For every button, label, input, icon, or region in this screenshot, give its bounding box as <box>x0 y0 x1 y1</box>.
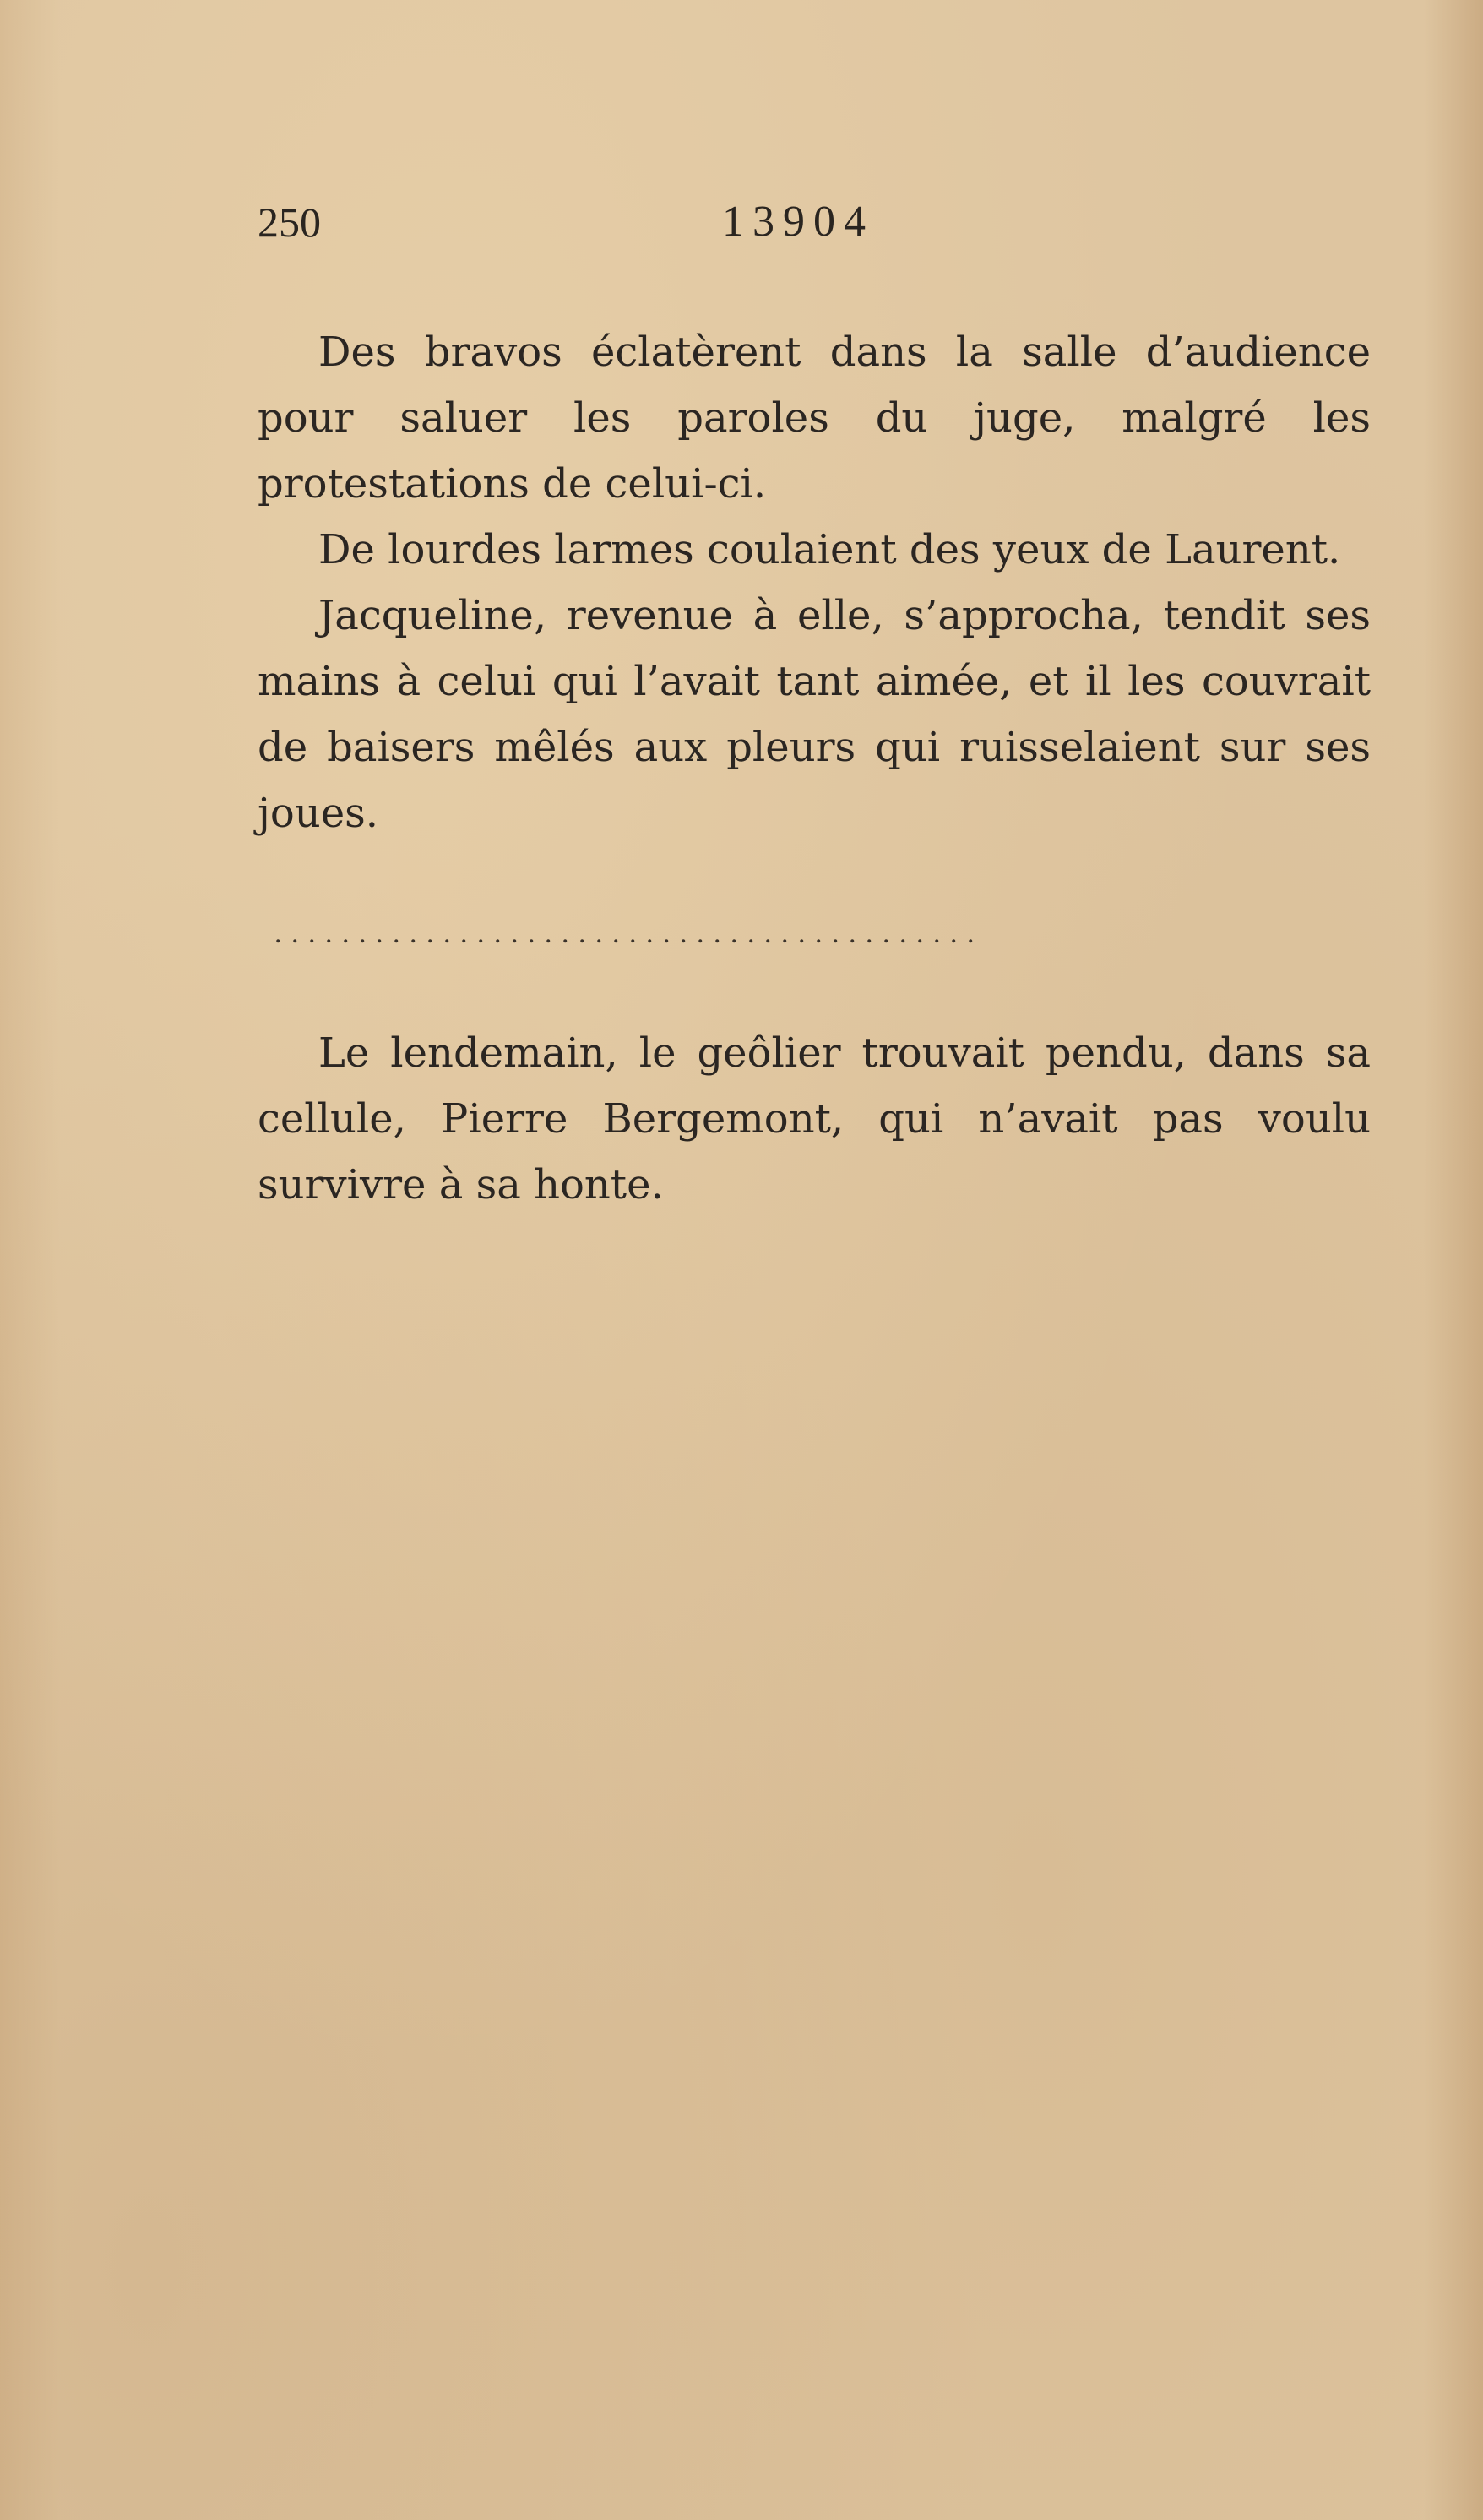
closing-text-block <box>258 1020 1371 1218</box>
paragraph-lendemain: Le lendemain, le geôlier trouvait pendu, dans sa cellule, Pierre Bergemont, qui n’avait pas voulu survivre à sa honte. <box>258 1029 1371 1208</box>
page-number: 250 <box>258 198 321 246</box>
page-header <box>258 193 1372 252</box>
paragraph-larmes: De lourdes larmes coulaient des yeux de Laurent. <box>318 526 1341 573</box>
paragraph-jacqueline: Jacqueline, revenue à elle, s’approcha, tendit ses mains à celui qui l’avait tant aimée, et il les couvrait de baisers mêlés aux pleurs qui ruisselaient sur ses joues. <box>258 592 1371 837</box>
running-title: 13904 <box>722 198 874 246</box>
paragraph-bravos: Des bravos éclatèrent dans la salle d’audience pour saluer les paroles du juge, malgré les protestations de celui-ci. <box>258 329 1371 508</box>
main-text-block <box>258 319 1371 846</box>
section-separator: .......................................... <box>274 918 984 949</box>
